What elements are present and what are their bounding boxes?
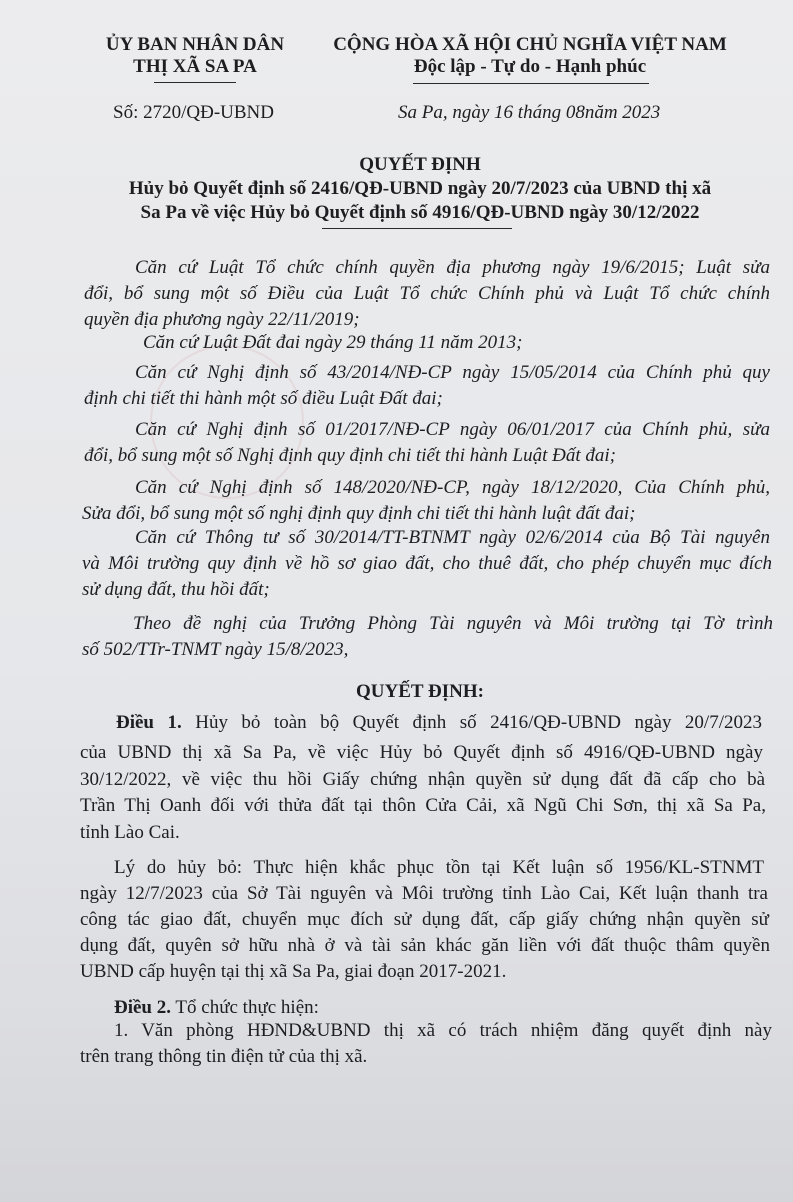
- preamble-line: và Môi trường quy định về hồ sơ giao đất, cho thuê đất, cho phép chuyển mục đích: [82, 553, 772, 574]
- preamble-line: đổi, bổ sung một số Điều của Luật Tổ chức Chính phủ và Luật Tổ chức chính: [84, 283, 770, 304]
- article-2-line: 1. Văn phòng HĐND&UBND thị xã có trách nhiệm đăng quyết định này: [114, 1020, 772, 1041]
- preamble-line: đổi, bổ sung một số Nghị định quy định chi tiết thi hành Luật Đất đai;: [84, 445, 616, 466]
- preamble-line: quyền địa phương ngày 22/11/2019;: [84, 309, 360, 330]
- preamble-line: định chi tiết thi hành một số điều Luật Đất đai;: [84, 388, 443, 409]
- reason-line: ngày 12/7/2023 của Sở Tài nguyên và Môi trường tỉnh Lào Cai, Kết luận thanh tra: [80, 883, 768, 904]
- preamble-line: số 502/TTr-TNMT ngày 15/8/2023,: [82, 639, 349, 660]
- article-1-line: của UBND thị xã Sa Pa, về việc Hủy bỏ Quyết định số 4916/QĐ-UBND ngày: [80, 742, 763, 763]
- reason-line: Lý do hủy bỏ: Thực hiện khắc phục tồn tại Kết luận số 1956/KL-STNMT: [114, 857, 764, 878]
- title-underline: [322, 228, 512, 229]
- reason-line: UBND cấp huyện tại thị xã Sa Pa, giai đoạn 2017-2021.: [80, 961, 507, 982]
- document-number: Số: 2720/QĐ-UBND: [113, 102, 274, 123]
- preamble-line: Căn cứ Nghị định số 148/2020/NĐ-CP, ngày 18/12/2020, Của Chính phủ,: [135, 477, 770, 498]
- article-1-text: Hủy bỏ toàn bộ Quyết định số 2416/QĐ-UBND ngày 20/7/2023: [181, 712, 762, 733]
- preamble-line: Sửa đổi, bổ sung một số nghị định quy định chi tiết thi hành luật đất đai;: [82, 503, 636, 524]
- reason-line: công tác giao đất, chuyển mục đích sử dụng đất, cấp giấy chứng nhận quyền sử: [80, 909, 769, 930]
- agency-underline: [154, 82, 236, 83]
- preamble-line: Căn cứ Luật Đất đai ngày 29 tháng 11 năm 2013;: [143, 332, 523, 353]
- preamble-line: Căn cứ Thông tư số 30/2014/TT-BTNMT ngày 02/6/2014 của Bộ Tài nguyên: [135, 527, 770, 548]
- preamble-line: Căn cứ Nghị định số 01/2017/NĐ-CP ngày 06/01/2017 của Chính phủ, sửa: [135, 419, 770, 440]
- document-title: QUYẾT ĐỊNH: [359, 154, 481, 175]
- country-name: CỘNG HÒA XÃ HỘI CHỦ NGHĨA VIỆT NAM: [333, 34, 727, 55]
- article-1-line: 30/12/2022, về việc thu hồi Giấy chứng nhận quyền sử dụng đất đã cấp cho bà: [80, 769, 765, 790]
- article-1-line: tỉnh Lào Cai.: [80, 822, 180, 843]
- article-2-title: Tổ chức thực hiện:: [171, 997, 319, 1018]
- preamble-line: sử dụng đất, thu hồi đất;: [82, 579, 270, 600]
- article-1-label: Điều 1.: [116, 712, 182, 733]
- motto-underline: [413, 83, 649, 84]
- article-2-label: Điều 2.: [114, 997, 171, 1018]
- article-2-line: trên trang thông tin điện tử của thị xã.: [80, 1046, 368, 1067]
- article-2-heading: [114, 997, 319, 1019]
- motto: Độc lập - Tự do - Hạnh phúc: [413, 56, 647, 77]
- place-date: Sa Pa, ngày 16 tháng 08năm 2023: [398, 102, 661, 123]
- document-subtitle-line: Sa Pa về việc Hủy bỏ Quyết định số 4916/QĐ-UBND ngày 30/12/2022: [140, 202, 700, 223]
- article-1-line: [116, 712, 762, 734]
- article-1-line: Trần Thị Oanh đối với thửa đất tại thôn Cửa Cải, xã Ngũ Chi Sơn, thị xã Sa Pa,: [80, 795, 766, 816]
- preamble-line: Theo đề nghị của Trưởng Phòng Tài nguyên và Môi trường tại Tờ trình: [133, 613, 773, 634]
- agency-name: ỦY BAN NHÂN DÂN: [105, 34, 285, 55]
- agency-locality: THỊ XÃ SA PA: [133, 56, 257, 77]
- decision-heading: QUYẾT ĐỊNH:: [356, 681, 484, 702]
- preamble-line: Căn cứ Nghị định số 43/2014/NĐ-CP ngày 15/05/2014 của Chính phủ quy: [135, 362, 770, 383]
- document-subtitle-line: Hủy bỏ Quyết định số 2416/QĐ-UBND ngày 20/7/2023 của UBND thị xã: [128, 178, 712, 199]
- preamble-line: Căn cứ Luật Tổ chức chính quyền địa phương ngày 19/6/2015; Luật sửa: [135, 257, 770, 278]
- reason-line: dụng đất, quyên sở hữu nhà ở và tài sản khác găn liền với đất thuộc thâm quyền: [80, 935, 770, 956]
